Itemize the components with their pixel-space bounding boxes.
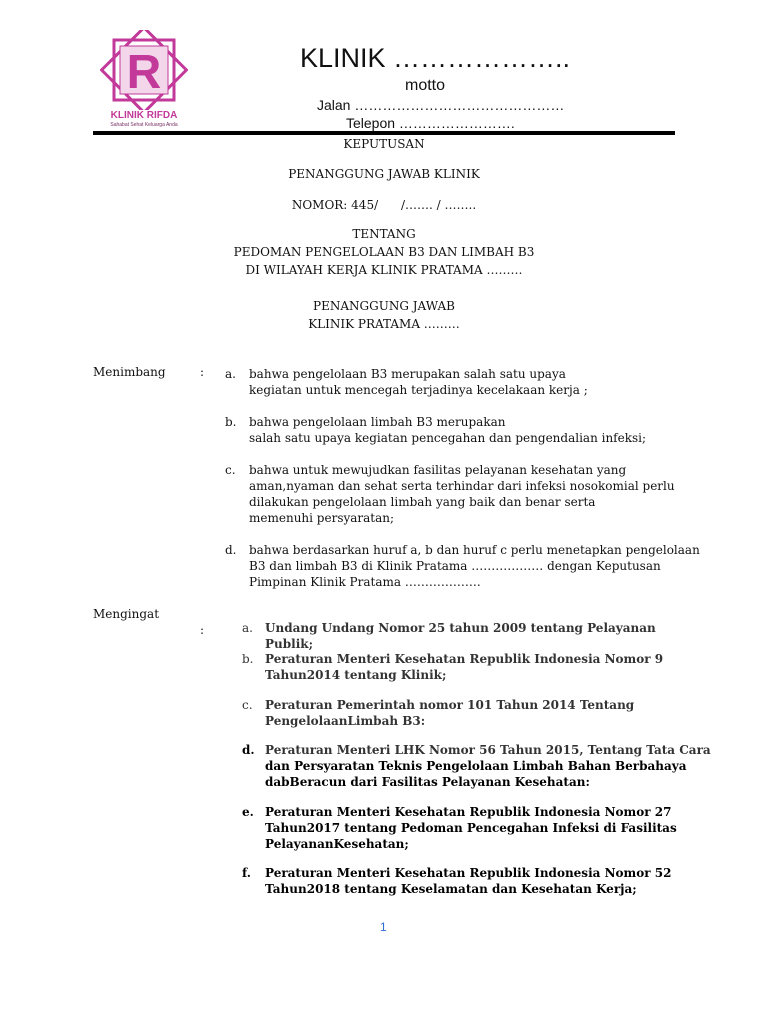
item-line: PengelolaanLimbah B3: [265, 714, 426, 728]
item-letter: e. [242, 805, 254, 819]
item-line: bahwa untuk mewujudkan fasilitas pelayanan kesehatan yang [249, 463, 627, 477]
item-text [265, 804, 715, 852]
decree-subject-line1: PEDOMAN PENGELOLAAN B3 DAN LIMBAH B3 [233, 245, 535, 259]
logo-star-emblem [100, 30, 188, 110]
item-line: bahwa pengelolaan B3 merupakan salah satu upaya [249, 367, 566, 381]
item-text [249, 542, 709, 590]
item-text [249, 414, 699, 446]
item-text [249, 366, 699, 398]
logo-tagline: Sahabat Sehat Keluarga Anda [110, 122, 178, 128]
decree-about: TENTANG [352, 227, 416, 241]
item-letter: d. [225, 543, 237, 557]
item-line: Tahun2018 tentang Keselamatan dan Kesehatan Kerja; [265, 882, 637, 896]
item-line: bahwa berdasarkan huruf a, b dan huruf c perlu menetapkan pengelolaan [249, 543, 700, 557]
item-line: salah satu upaya kegiatan pencegahan dan pengendalian infeksi; [249, 431, 647, 445]
logo-letter: R [126, 46, 162, 99]
considering-colon: : [200, 365, 205, 379]
item-letter: a. [242, 621, 253, 635]
letterhead-divider [93, 131, 675, 135]
recalling-label: Mengingat [93, 607, 160, 621]
item-line: dilakukan pengelolaan limbah yang baik dan benar serta [249, 495, 596, 509]
decree-subject-line2: DI WILAYAH KERJA KLINIK PRATAMA ……… [245, 263, 523, 277]
logo-name: KLINIK RIFDA [110, 110, 178, 121]
item-letter: c. [242, 698, 253, 712]
letterhead-motto: motto [405, 77, 446, 94]
item-line: dan Persyaratan Teknis Pengelolaan Limbah Bahan Berbahaya [265, 759, 687, 773]
item-line: Peraturan Menteri LHK Nomor 56 Tahun 2015, Tentang Tata Cara [265, 743, 711, 757]
item-text [265, 865, 715, 897]
item-text [265, 620, 705, 652]
item-line: Tahun2017 tentang Pedoman Pencegahan Infeksi di Fasilitas [265, 821, 677, 835]
item-letter: d. [242, 743, 255, 757]
decree-issuer: PENANGGUNG JAWAB KLINIK [288, 167, 480, 181]
letterhead-title: KLINIK ……………….. [300, 43, 571, 73]
item-line: kegiatan untuk mencegah terjadinya kecelakaan kerja ; [249, 383, 588, 397]
decree-number: NOMOR: 445/ /……. / …….. [291, 198, 477, 212]
clinic-logo [100, 30, 188, 130]
item-line: PelayananKesehatan; [265, 837, 409, 851]
letterhead-address: Jalan ……………………………………… [317, 97, 565, 113]
item-line: dabBeracun dari Fasilitas Pelayanan Kesehatan: [265, 775, 590, 789]
item-line: B3 dan limbah B3 di Klinik Pratama ……………… dengan Keputusan [249, 559, 661, 573]
item-line: bahwa pengelolaan limbah B3 merupakan [249, 415, 506, 429]
item-letter: b. [225, 415, 237, 429]
item-text [265, 742, 715, 790]
item-line: Peraturan Pemerintah nomor 101 Tahun 2014 Tentang [265, 698, 635, 712]
letterhead-phone: Telepon ……………………. [346, 115, 515, 131]
considering-label: Menimbang [93, 365, 166, 379]
item-line: aman,nyaman dan sehat serta terhindar dari infeksi nosokomial perlu [249, 479, 675, 493]
item-line: Peraturan Menteri Kesehatan Republik Indonesia Nomor 9 [265, 652, 664, 666]
recalling-colon: : [200, 623, 205, 637]
item-text [249, 462, 699, 526]
decree-heading: KEPUTUSAN [343, 137, 425, 151]
decree-authority-line1: PENANGGUNG JAWAB [313, 299, 455, 313]
decree-authority-line2: KLINIK PRATAMA ……… [308, 317, 460, 331]
item-letter: f. [242, 866, 251, 880]
item-letter: b. [242, 652, 254, 666]
item-text [265, 697, 705, 729]
page-number: 1 [380, 920, 387, 934]
item-line: Pimpinan Klinik Pratama ………………. [249, 575, 481, 589]
item-line: Undang Undang Nomor 25 tahun 2009 tentang Pelayanan Publik; [265, 621, 656, 651]
item-line: Peraturan Menteri Kesehatan Republik Indonesia Nomor 52 [265, 866, 672, 880]
item-line: Tahun2014 tentang Klinik; [265, 668, 447, 682]
item-line: memenuhi persyaratan; [249, 511, 395, 525]
item-line: Peraturan Menteri Kesehatan Republik Indonesia Nomor 27 [265, 805, 672, 819]
item-letter: c. [225, 463, 236, 477]
item-text [265, 651, 705, 683]
item-letter: a. [225, 367, 236, 381]
